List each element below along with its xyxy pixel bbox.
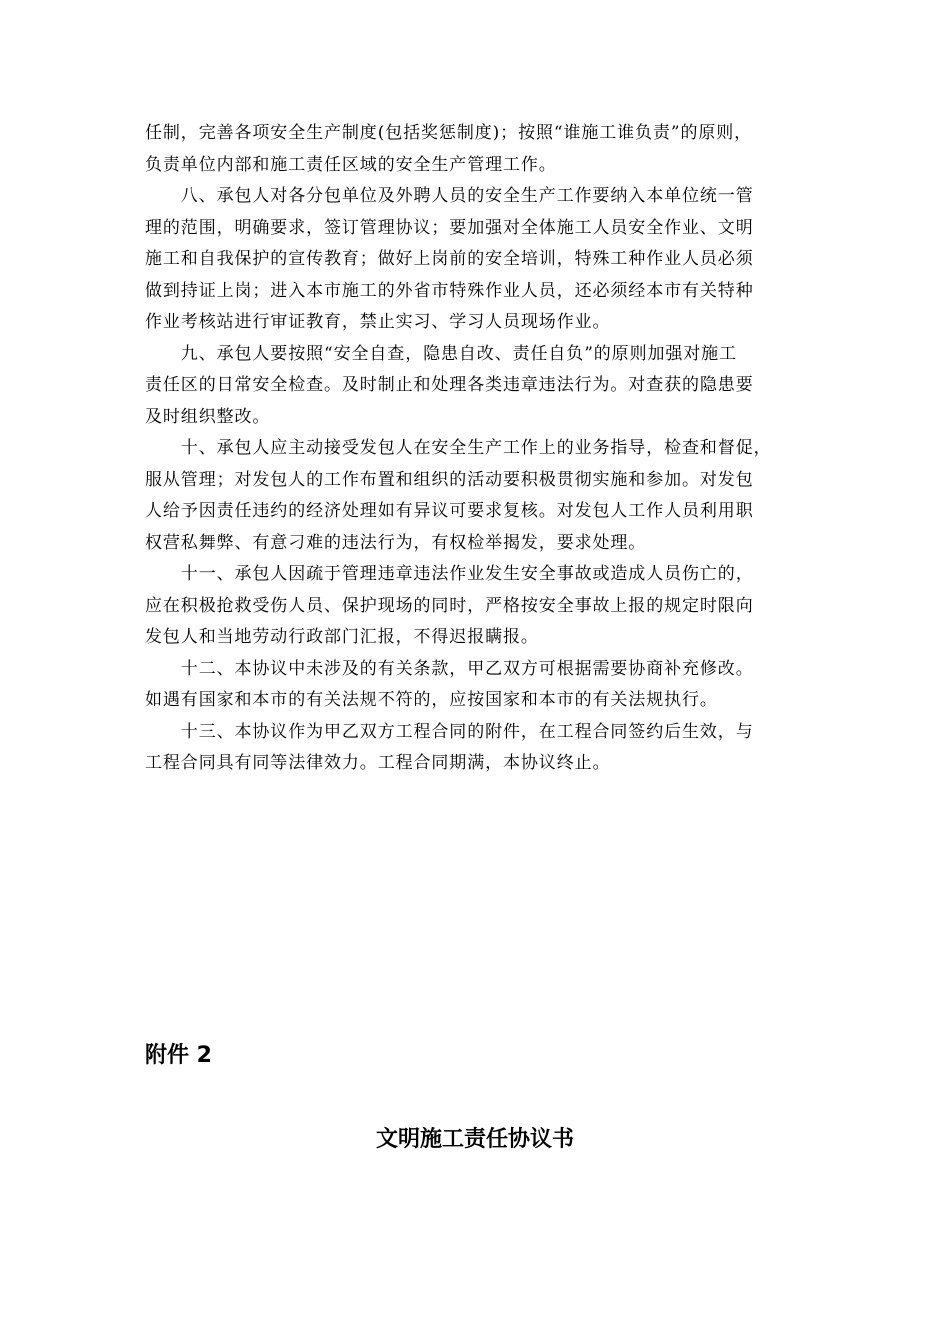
text-line: 工程合同具有同等法律效力。工程合同期满，本协议终止。: [145, 753, 611, 773]
text-line: 十三、本协议作为甲乙双方工程合同的附件，在工程合同签约后生效，与: [145, 721, 754, 742]
paragraph-clause-9: [145, 339, 825, 434]
text-line: 及时组织整改。: [145, 406, 271, 427]
text-line: 任制，完善各项安全生产制度(包括奖惩制度)；按照“谁施工谁负责”的原则，: [145, 123, 753, 143]
text-line: 做到持证上岗；进入本市施工的外省市特殊作业人员，还必须经本市有关特种: [145, 280, 754, 301]
text-line: 作业考核站进行审证教育，禁止实习、学习人员现场作业。: [145, 312, 611, 332]
text-line: 负责单位内部和施工责任区域的安全生产管理工作。: [145, 154, 557, 175]
paragraph-clause-13: [145, 717, 825, 780]
text-line: 责任区的日常安全检查。及时制止和处理各类违章违法行为。对查获的隐患要: [145, 375, 754, 395]
text-line: 应在积极抢救受伤人员、保护现场的同时，严格按安全事故上报的规定时限向: [145, 595, 754, 616]
text-line: 十二、本协议中未涉及的有关条款，甲乙双方可根据需要协商补充修改。: [145, 658, 754, 679]
text-line: 施工和自我保护的宣传教育；做好上岗前的安全培训，特殊工种作业人员必须: [145, 249, 754, 269]
paragraph-continuation: [145, 118, 825, 181]
paragraph-clause-10: [145, 433, 825, 559]
text-line: 权营私舞弊、有意刁难的违法行为，有权检举揭发，要求处理。: [145, 532, 647, 553]
text-line: 九、承包人要按照“安全自查，隐患自改、责任自负”的原则加强对施工: [145, 343, 737, 364]
text-line: 十、承包人应主动接受发包人在安全生产工作上的业务指导，检查和督促，: [145, 438, 772, 458]
paragraph-clause-11: [145, 559, 825, 654]
text-line: 理的范围，明确要求，签订管理协议；要加强对全体施工人员安全作业、文明: [145, 217, 754, 238]
paragraph-clause-8: [145, 181, 825, 339]
text-line: 八、承包人对各分包单位及外聘人员的安全生产工作要纳入本单位统一管: [145, 186, 754, 206]
agreement-body: [145, 118, 825, 780]
text-line: 服从管理；对发包人的工作布置和组织的活动要积极贯彻实施和参加。对发包: [145, 469, 754, 490]
paragraph-clause-12: [145, 654, 825, 717]
text-line: 发包人和当地劳动行政部门汇报，不得迟报瞒报。: [145, 627, 539, 647]
document-title: 文明施工责任协议书: [375, 1127, 574, 1152]
text-line: 如遇有国家和本市的有关法规不符的，应按国家和本市的有关法规执行。: [145, 690, 718, 710]
text-line: 十一、承包人因疏于管理违章违法作业发生安全事故或造成人员伤亡的，: [145, 564, 754, 584]
text-line: 人给予因责任违约的经济处理如有异议可要求复核。对发包人工作人员利用职: [145, 501, 754, 521]
attachment-label: 附件 2: [145, 1043, 212, 1068]
